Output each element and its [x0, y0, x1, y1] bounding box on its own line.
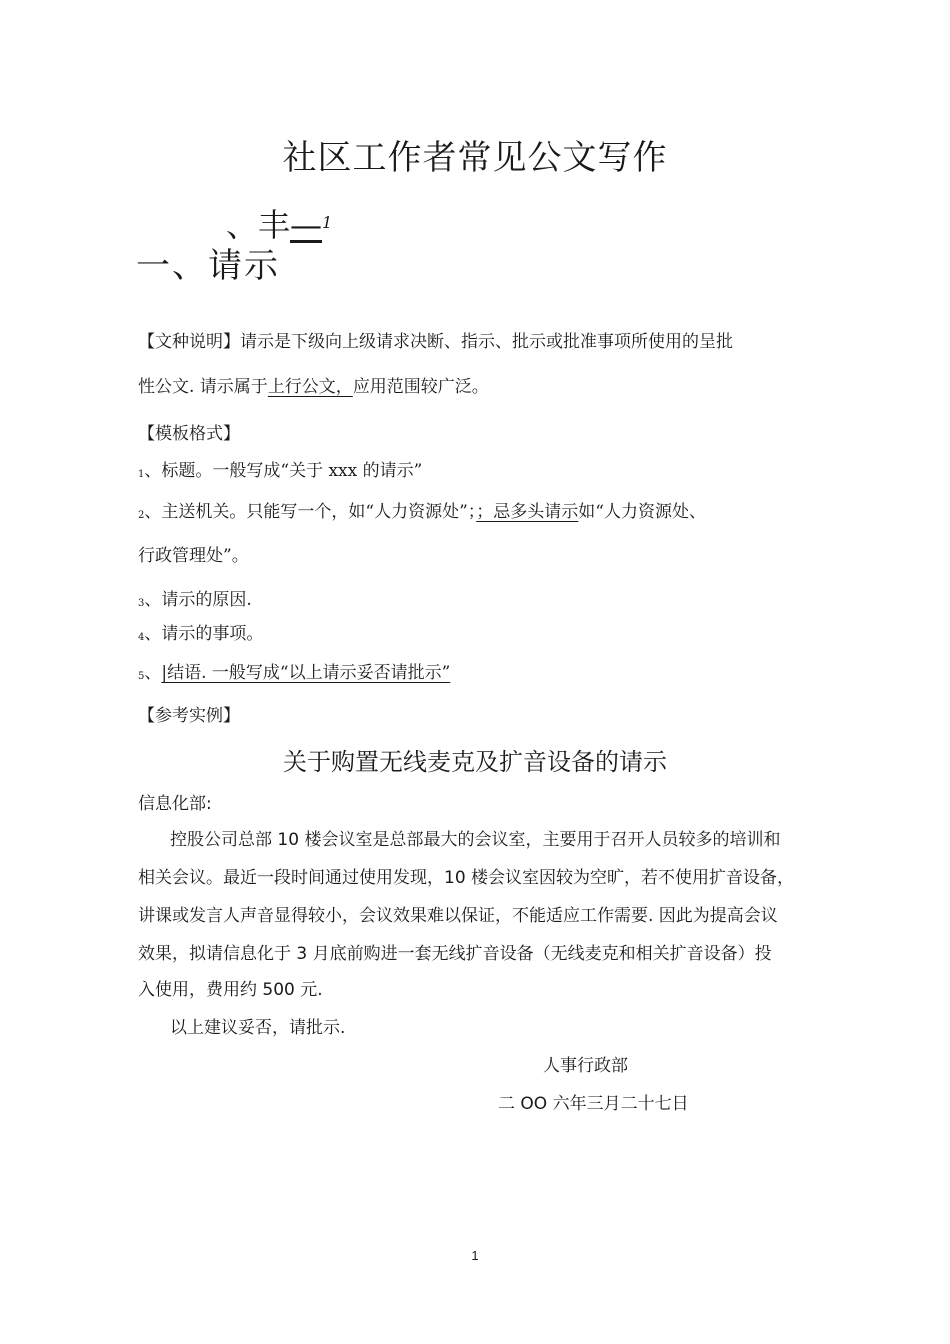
description-line-1: 【文种说明】请示是下级向上级请求决断、指示、批示或批准事项所使用的呈批 — [138, 332, 733, 352]
example-body-line-4: 效果，拟请信息化于 3 月底前购进一套无线扩音设备（无线麦克和相关扩音设备）投 — [138, 944, 772, 964]
example-body-line-3: 讲课或发言人声音显得较小，会议效果难以保证，不能适应工作需要. 因此为提高会议 — [138, 906, 778, 926]
stray-small: 1 — [322, 213, 333, 232]
item-text-end: 如“人力资源处、 — [578, 502, 706, 522]
section-heading: 一、请示 — [136, 246, 280, 286]
example-date: 二 OO 六年三月二十七日 — [498, 1094, 689, 1114]
template-heading: 【模板格式】 — [138, 424, 240, 444]
template-item-4 — [138, 620, 263, 652]
item-underlined: ；忌多头请示 — [476, 502, 579, 522]
example-body-line-2: 相关会议。最近一段时间通过使用发现，10 楼会议室因较为空旷，若不使用扩音设备， — [138, 868, 795, 888]
item-underlined: |结语. 一般写成“以上请示妥否请批示” — [161, 663, 451, 683]
example-sender: 人事行政部 — [543, 1056, 628, 1076]
description-underlined: 上行公文， — [267, 377, 353, 397]
description-text: 性公文. 请示属于 — [138, 377, 268, 397]
template-item-3 — [138, 586, 252, 618]
page-title: 社区工作者常见公文写作 — [282, 138, 668, 178]
template-item-2 — [138, 498, 706, 530]
example-addressee: 信息化部: — [138, 794, 212, 814]
template-item-5 — [138, 659, 450, 691]
item-number: 4 — [138, 632, 145, 643]
item-number: 5 — [138, 671, 145, 682]
example-body-line-5: 入使用，费用约 500 元. — [138, 980, 323, 1000]
item-text: 、请示的事项。 — [144, 624, 264, 644]
item-number: 2 — [138, 510, 145, 521]
example-heading: 【参考实例】 — [138, 706, 240, 726]
item-text: 、 — [144, 663, 162, 683]
item-text: 、请示的原因. — [144, 590, 252, 610]
description-text-end: 应用范围较广泛。 — [352, 377, 489, 397]
item-text: 、标题。一般写成“关于 xxx 的请示” — [144, 461, 423, 481]
example-closing: 以上建议妥否，请批示. — [170, 1018, 346, 1038]
page-number: 1 — [471, 1248, 479, 1263]
template-item-1 — [138, 457, 422, 489]
item-text: 、主送机关。只能写一个，如“人力资源处”； — [144, 502, 477, 522]
stray-underlined: — — [290, 206, 323, 244]
template-item-2-continued: 行政管理处”。 — [138, 546, 249, 566]
description-line-2 — [138, 373, 489, 401]
item-number: 3 — [138, 598, 145, 609]
item-number: 1 — [138, 469, 145, 480]
stray-prefix: 、丰 — [226, 206, 291, 244]
example-subtitle: 关于购置无线麦克及扩音设备的请示 — [283, 748, 667, 776]
example-body-line-1: 控股公司总部 10 楼会议室是总部最大的会议室，主要用于召开人员较多的培训和 — [170, 830, 781, 850]
